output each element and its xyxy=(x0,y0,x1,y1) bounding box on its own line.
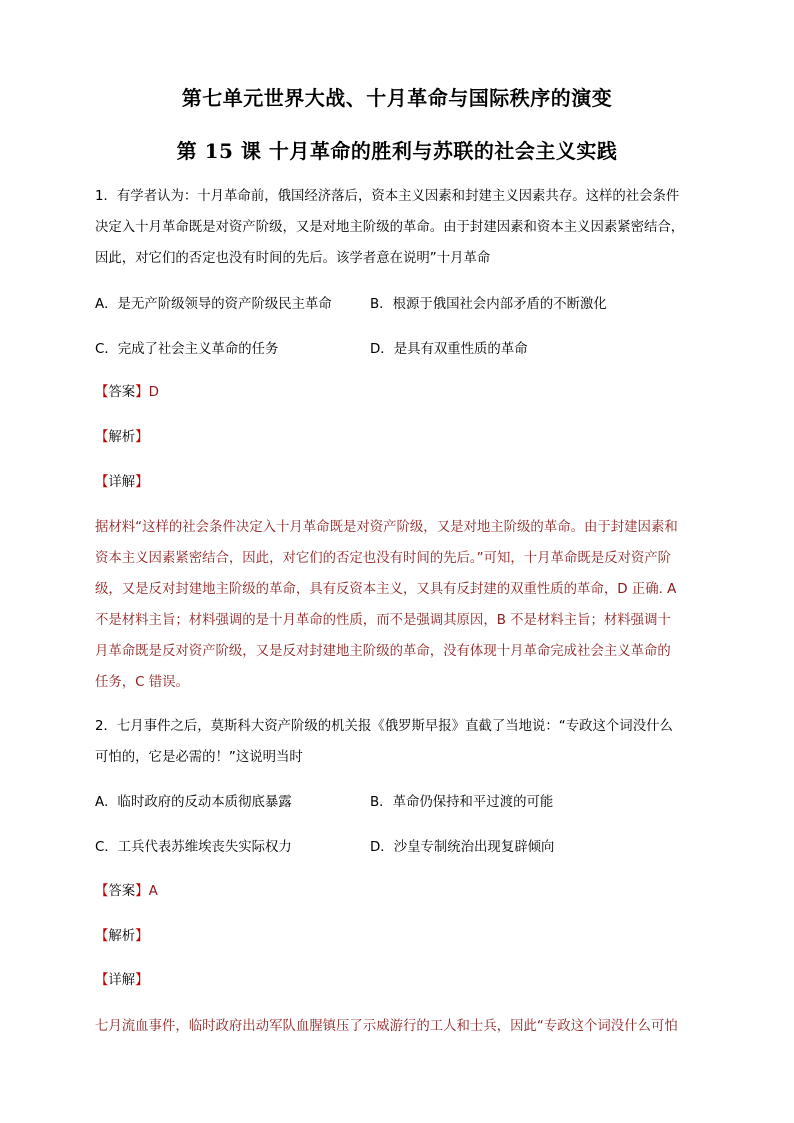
option-b: B．革命仍保持和平过渡的可能 xyxy=(370,795,554,810)
question-stem-line: 决定入十月革命既是对资产阶级，又是对地主阶级的革命。由于封建因素和资本主义因素紧密结合， xyxy=(95,220,685,235)
explanation-line: 资本主义因素紧密结合，因此，对它们的否定也没有时间的先后。”可知，十月革命既是反对资产阶 xyxy=(95,551,672,566)
detail-heading: 【详解】 xyxy=(95,973,149,988)
explanation-line: 据材料“这样的社会条件决定入十月革命既是对资产阶级，又是对地主阶级的革命。由于封建因素和 xyxy=(95,520,678,535)
option-a: A．临时政府的反动本质彻底暴露 xyxy=(95,795,292,810)
answer-value: A xyxy=(148,884,158,899)
answer-line: 【答案】A xyxy=(95,884,158,899)
answer-label: 答案 xyxy=(108,884,136,899)
answer-label: 答案 xyxy=(108,385,136,400)
explanation-line: 不是材料主旨；材料强调的是十月革命的性质，而不是强调其原因，B 不是材料主旨；材料强调十 xyxy=(95,613,671,628)
question-stem-line: 可怕的，它是必需的！”这说明当时 xyxy=(95,750,303,765)
explanation-line: 七月流血事件，临时政府出动军队血腥镇压了示威游行的工人和士兵，因此“专政这个词没什么可怕 xyxy=(95,1019,678,1034)
detail-heading: 【详解】 xyxy=(95,475,149,490)
option-c: C．完成了社会主义革命的任务 xyxy=(95,342,279,357)
explanation-line: 级，又是反对封建地主阶级的革命，具有反资本主义，又具有反封建的双重性质的革命，D 正确. A xyxy=(95,582,677,597)
unit-title: 第七单元世界大战、十月革命与国际秩序的演变 xyxy=(181,86,613,110)
option-b: B．根源于俄国社会内部矛盾的不断激化 xyxy=(370,297,607,312)
option-c: C．工兵代表苏维埃丧失实际权力 xyxy=(95,840,292,855)
option-a: A．是无产阶级领导的资产阶级民主革命 xyxy=(95,297,332,312)
explanation-line: 月革命既是反对资产阶级，又是反对封建地主阶级的革命，没有体现十月革命完成社会主义革命的 xyxy=(95,644,671,659)
answer-line: 【答案】D xyxy=(95,385,159,400)
analysis-heading: 【解析】 xyxy=(95,430,149,445)
question-stem-line: 2．七月事件之后，莫斯科大资产阶级的机关报《俄罗斯早报》直截了当地说：“专政这个词没什么 xyxy=(95,719,673,734)
question-stem-line: 1．有学者认为：十月革命前，俄国经济落后，资本主义因素和封建主义因素共存。这样的社会条件 xyxy=(95,189,680,204)
option-d: D．是具有双重性质的革命 xyxy=(370,342,528,357)
lesson-title: 第 15 课 十月革命的胜利与苏联的社会主义实践 xyxy=(176,139,618,163)
analysis-heading: 【解析】 xyxy=(95,929,149,944)
explanation-line: 任务，C 错误。 xyxy=(95,675,189,690)
option-d: D．沙皇专制统治出现复辟倾向 xyxy=(370,840,555,855)
question-stem-line: 因此，对它们的否定也没有时间的先后。该学者意在说明”十月革命 xyxy=(95,251,491,266)
answer-value: D xyxy=(148,385,159,400)
